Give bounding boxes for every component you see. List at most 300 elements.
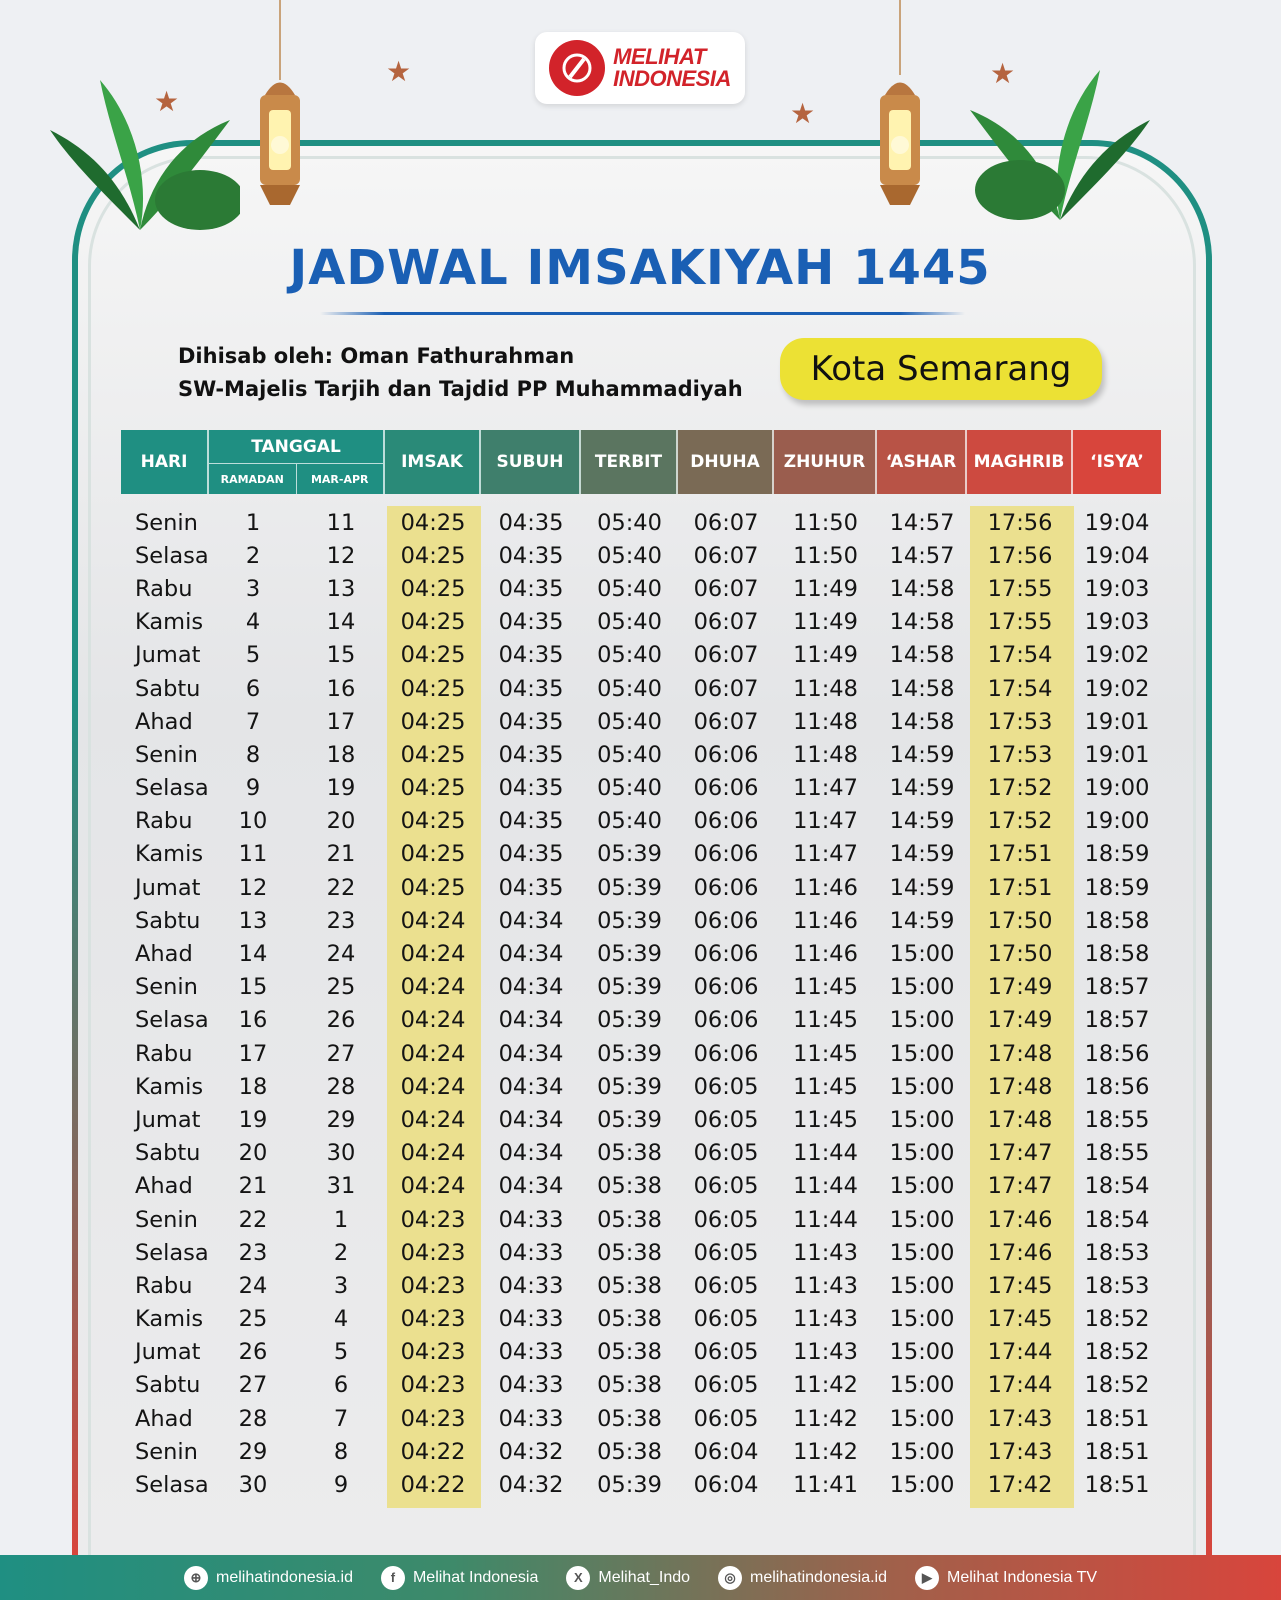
footer-link[interactable] (184, 1566, 353, 1590)
cell-subuh: 04:33 (498, 1272, 564, 1299)
cell-terbit: 05:38 (597, 1372, 662, 1399)
table-row (121, 539, 1161, 572)
cell-ram: 19 (238, 1106, 268, 1133)
cell-maghrib: 17:56 (987, 509, 1053, 536)
cell-imsak: 04:25 (400, 675, 466, 702)
cell-terbit: 05:40 (597, 708, 662, 735)
cell-ashar: 15:00 (889, 1372, 955, 1399)
cell-isya: 18:52 (1084, 1306, 1150, 1333)
schedule-table (121, 430, 1161, 1502)
footer-link[interactable] (915, 1566, 1097, 1590)
cell-maghrib: 17:46 (987, 1239, 1053, 1266)
header-subuh: SUBUH (481, 430, 581, 494)
cell-isya: 18:53 (1084, 1239, 1150, 1266)
cell-maghrib: 17:47 (987, 1173, 1053, 1200)
cell-maghrib: 17:52 (987, 775, 1053, 802)
cell-ashar: 15:00 (889, 1472, 955, 1499)
cell-maghrib: 17:45 (987, 1272, 1053, 1299)
cell-dhuha: 06:07 (693, 509, 759, 536)
cell-mar: 16 (326, 675, 356, 702)
cell-isya: 18:55 (1084, 1106, 1150, 1133)
cell-zhuhur: 11:45 (793, 1040, 858, 1067)
cell-ram: 2 (245, 542, 261, 569)
cell-mar: 8 (333, 1438, 349, 1465)
cell-imsak: 04:25 (400, 542, 466, 569)
table-row (121, 1203, 1161, 1236)
city-badge: Kota Semarang (780, 338, 1102, 400)
cell-imsak: 04:23 (400, 1206, 466, 1233)
cell-ram: 29 (238, 1438, 268, 1465)
cell-maghrib: 17:45 (987, 1306, 1053, 1333)
table-row (121, 871, 1161, 904)
cell-terbit: 05:39 (597, 1106, 662, 1133)
cell-subuh: 04:33 (498, 1206, 564, 1233)
cell-ashar: 14:57 (889, 542, 955, 569)
cell-imsak: 04:24 (400, 1007, 466, 1034)
cell-isya: 19:00 (1084, 808, 1150, 835)
cell-maghrib: 17:44 (987, 1372, 1053, 1399)
cell-ram: 21 (238, 1173, 268, 1200)
title-underline (320, 312, 965, 315)
brand-logo-text: MELIHAT INDONESIA (613, 44, 731, 91)
cell-maghrib: 17:48 (987, 1073, 1053, 1100)
cell-hari: Sabtu (135, 1140, 201, 1167)
cell-terbit: 05:40 (597, 509, 662, 536)
cell-maghrib: 17:52 (987, 808, 1053, 835)
cell-imsak: 04:23 (400, 1306, 466, 1333)
cell-hari: Sabtu (135, 675, 201, 702)
cell-ram: 1 (245, 509, 261, 536)
cell-dhuha: 06:06 (693, 874, 759, 901)
cell-maghrib: 17:49 (987, 974, 1053, 1001)
cell-imsak: 04:24 (400, 1173, 466, 1200)
cell-ram: 6 (245, 675, 261, 702)
cell-zhuhur: 11:47 (793, 841, 858, 868)
table-row (121, 838, 1161, 871)
table-row (121, 1037, 1161, 1070)
cell-hari: Jumat (135, 1339, 201, 1366)
cell-mar: 28 (326, 1073, 356, 1100)
cell-mar: 25 (326, 974, 356, 1001)
cell-isya: 18:52 (1084, 1339, 1150, 1366)
cell-terbit: 05:39 (597, 907, 662, 934)
cell-imsak: 04:23 (400, 1372, 466, 1399)
table-row (121, 1170, 1161, 1203)
table-header (121, 430, 1161, 494)
table-row (121, 1435, 1161, 1468)
cell-isya: 18:54 (1084, 1173, 1150, 1200)
cell-subuh: 04:35 (498, 609, 564, 636)
cell-dhuha: 06:06 (693, 841, 759, 868)
cell-terbit: 05:39 (597, 941, 662, 968)
cell-maghrib: 17:54 (987, 642, 1053, 669)
cell-mar: 18 (326, 741, 356, 768)
cell-terbit: 05:39 (597, 1472, 662, 1499)
cell-isya: 19:03 (1084, 609, 1150, 636)
cell-subuh: 04:35 (498, 509, 564, 536)
page-title: JADWAL IMSAKIYAH 1445 (289, 240, 991, 296)
cell-subuh: 04:35 (498, 841, 564, 868)
cell-ashar: 14:57 (889, 509, 955, 536)
frame-left-edge (72, 700, 78, 1560)
cell-zhuhur: 11:46 (793, 907, 858, 934)
credit-line-2: SW-Majelis Tarjih dan Tajdid PP Muhammadiyah (178, 377, 743, 401)
cell-ram: 14 (238, 941, 268, 968)
cell-dhuha: 06:06 (693, 1007, 759, 1034)
cell-isya: 19:01 (1084, 741, 1150, 768)
cell-maghrib: 17:43 (987, 1405, 1053, 1432)
table-row (121, 705, 1161, 738)
cell-subuh: 04:34 (498, 1073, 564, 1100)
cell-isya: 19:02 (1084, 642, 1150, 669)
cell-hari: Jumat (135, 642, 201, 669)
cell-zhuhur: 11:42 (793, 1405, 858, 1432)
palm-leaf-left-decoration (40, 70, 240, 240)
cell-isya: 18:58 (1084, 941, 1150, 968)
cell-dhuha: 06:05 (693, 1272, 759, 1299)
cell-subuh: 04:32 (498, 1472, 564, 1499)
cell-mar: 1 (333, 1206, 349, 1233)
cell-subuh: 04:34 (498, 941, 564, 968)
cell-ram: 27 (238, 1372, 268, 1399)
cell-terbit: 05:40 (597, 808, 662, 835)
cell-dhuha: 06:07 (693, 575, 759, 602)
star-icon: ★ (386, 56, 412, 87)
cell-imsak: 04:25 (400, 741, 466, 768)
cell-mar: 21 (326, 841, 356, 868)
cell-dhuha: 06:05 (693, 1140, 759, 1167)
cell-isya: 18:51 (1084, 1405, 1150, 1432)
cell-zhuhur: 11:47 (793, 808, 858, 835)
cell-terbit: 05:39 (597, 1073, 662, 1100)
cell-mar: 30 (326, 1140, 356, 1167)
cell-terbit: 05:38 (597, 1438, 662, 1465)
star-icon: ★ (790, 98, 816, 129)
cell-terbit: 05:38 (597, 1173, 662, 1200)
cell-ashar: 15:00 (889, 1173, 955, 1200)
cell-maghrib: 17:51 (987, 874, 1053, 901)
cell-isya: 18:51 (1084, 1472, 1150, 1499)
cell-isya: 18:57 (1084, 974, 1150, 1001)
cell-ashar: 14:59 (889, 841, 955, 868)
cell-dhuha: 06:07 (693, 542, 759, 569)
footer-link[interactable] (381, 1566, 538, 1590)
header-mar-apr: MAR-APR (310, 472, 369, 486)
cell-terbit: 05:38 (597, 1306, 662, 1333)
cell-maghrib: 17:42 (987, 1472, 1053, 1499)
cell-terbit: 05:40 (597, 575, 662, 602)
cell-zhuhur: 11:50 (793, 509, 858, 536)
header-hari: HARI (121, 430, 209, 494)
cell-subuh: 04:35 (498, 575, 564, 602)
cell-terbit: 05:38 (597, 1405, 662, 1432)
cell-subuh: 04:34 (498, 974, 564, 1001)
cell-zhuhur: 11:43 (793, 1239, 858, 1266)
footer-link-label: Melihat Indonesia (412, 1568, 539, 1586)
cell-dhuha: 06:07 (693, 675, 759, 702)
credit-line-1: Dihisab oleh: Oman Fathurahman (178, 344, 575, 368)
header-dhuha: DHUHA (678, 430, 774, 494)
cell-ashar: 15:00 (889, 1007, 955, 1034)
table-row (121, 1402, 1161, 1435)
cell-hari: Rabu (135, 808, 193, 835)
cell-ashar: 15:00 (889, 1106, 955, 1133)
cell-zhuhur: 11:42 (793, 1438, 858, 1465)
cell-imsak: 04:25 (400, 775, 466, 802)
cell-subuh: 04:33 (498, 1372, 564, 1399)
cell-dhuha: 06:05 (693, 1306, 759, 1333)
cell-imsak: 04:23 (400, 1272, 466, 1299)
cell-ram: 10 (238, 808, 268, 835)
cell-zhuhur: 11:45 (793, 1007, 858, 1034)
cell-ashar: 15:00 (889, 1239, 955, 1266)
cell-ram: 18 (238, 1073, 268, 1100)
cell-terbit: 05:38 (597, 1140, 662, 1167)
table-row (121, 1004, 1161, 1037)
cell-ashar: 14:58 (889, 675, 955, 702)
cell-isya: 18:56 (1084, 1073, 1150, 1100)
cell-ashar: 15:00 (889, 1306, 955, 1333)
cell-mar: 2 (333, 1239, 349, 1266)
cell-isya: 18:59 (1084, 874, 1150, 901)
credit-text (178, 340, 743, 406)
cell-hari: Ahad (135, 941, 193, 968)
cell-zhuhur: 11:49 (793, 609, 858, 636)
cell-maghrib: 17:55 (987, 575, 1053, 602)
cell-ram: 13 (238, 907, 268, 934)
cell-terbit: 05:39 (597, 974, 662, 1001)
youtube-icon: ▶ (915, 1566, 939, 1590)
cell-imsak: 04:24 (400, 941, 466, 968)
footer-link[interactable] (566, 1566, 690, 1590)
cell-maghrib: 17:50 (987, 941, 1053, 968)
cell-subuh: 04:32 (498, 1438, 564, 1465)
cell-ram: 15 (238, 974, 268, 1001)
table-row (121, 639, 1161, 672)
cell-maghrib: 17:46 (987, 1206, 1053, 1233)
cell-ram: 26 (238, 1339, 268, 1366)
table-row (121, 1236, 1161, 1269)
cell-terbit: 05:38 (597, 1272, 662, 1299)
cell-subuh: 04:35 (498, 542, 564, 569)
cell-isya: 19:01 (1084, 708, 1150, 735)
cell-isya: 18:56 (1084, 1040, 1150, 1067)
cell-ashar: 15:00 (889, 1040, 955, 1067)
cell-dhuha: 06:06 (693, 775, 759, 802)
cell-terbit: 05:40 (597, 675, 662, 702)
cell-ashar: 15:00 (889, 1140, 955, 1167)
cell-isya: 18:59 (1084, 841, 1150, 868)
cell-mar: 24 (326, 941, 356, 968)
cell-mar: 27 (326, 1040, 356, 1067)
cell-zhuhur: 11:45 (793, 1073, 858, 1100)
header-maghrib: MAGHRIB (967, 430, 1073, 494)
cell-ashar: 14:59 (889, 775, 955, 802)
cell-mar: 3 (333, 1272, 349, 1299)
cell-isya: 18:57 (1084, 1007, 1150, 1034)
cell-imsak: 04:25 (400, 808, 466, 835)
cell-mar: 17 (326, 708, 356, 735)
header-tanggal-label: TANGGAL (209, 430, 383, 464)
cell-imsak: 04:25 (400, 609, 466, 636)
cell-imsak: 04:25 (400, 708, 466, 735)
cell-maghrib: 17:53 (987, 741, 1053, 768)
cell-hari: Selasa (135, 775, 209, 802)
cell-ashar: 14:58 (889, 575, 955, 602)
table-row (121, 1336, 1161, 1369)
cell-isya: 19:00 (1084, 775, 1150, 802)
cell-isya: 18:58 (1084, 907, 1150, 934)
header-ramadan: RAMADAN (209, 464, 297, 494)
cell-ram: 12 (238, 874, 268, 901)
cell-dhuha: 06:05 (693, 1073, 759, 1100)
cell-zhuhur: 11:44 (793, 1206, 858, 1233)
cell-dhuha: 06:06 (693, 974, 759, 1001)
cell-imsak: 04:24 (400, 1106, 466, 1133)
cell-ram: 25 (238, 1306, 268, 1333)
cell-dhuha: 06:07 (693, 708, 759, 735)
cell-zhuhur: 11:44 (793, 1140, 858, 1167)
cell-ram: 5 (245, 642, 261, 669)
cell-isya: 19:04 (1084, 509, 1150, 536)
cell-hari: Kamis (135, 841, 204, 868)
lantern-right-icon (865, 0, 935, 220)
cell-zhuhur: 11:49 (793, 575, 858, 602)
cell-imsak: 04:25 (400, 575, 466, 602)
cell-subuh: 04:34 (498, 1040, 564, 1067)
table-row (121, 572, 1161, 605)
table-row (121, 1303, 1161, 1336)
cell-subuh: 04:34 (498, 1173, 564, 1200)
cell-ashar: 14:59 (889, 874, 955, 901)
header-ashar: ‘ASHAR (877, 430, 967, 494)
cell-hari: Senin (135, 741, 198, 768)
cell-ashar: 14:58 (889, 642, 955, 669)
cell-ram: 24 (238, 1272, 268, 1299)
cell-dhuha: 06:05 (693, 1239, 759, 1266)
cell-ram: 11 (238, 841, 268, 868)
cell-ashar: 15:00 (889, 1206, 955, 1233)
cell-subuh: 04:34 (498, 1106, 564, 1133)
cell-zhuhur: 11:46 (793, 874, 858, 901)
cell-ashar: 15:00 (889, 1405, 955, 1432)
cell-dhuha: 06:04 (693, 1472, 759, 1499)
header-terbit: TERBIT (581, 430, 678, 494)
header-imsak: IMSAK (385, 430, 481, 494)
cell-ram: 30 (238, 1472, 268, 1499)
cell-ashar: 15:00 (889, 1438, 955, 1465)
cell-subuh: 04:33 (498, 1339, 564, 1366)
cell-mar: 20 (326, 808, 356, 835)
cell-mar: 4 (333, 1306, 349, 1333)
cell-isya: 19:03 (1084, 575, 1150, 602)
footer-link-label: Melihat_Indo (598, 1568, 691, 1586)
cell-ram: 17 (238, 1040, 268, 1067)
cell-mar: 13 (326, 575, 356, 602)
cell-hari: Senin (135, 1438, 198, 1465)
cell-subuh: 04:34 (498, 907, 564, 934)
brand-logo[interactable] (535, 32, 745, 104)
cell-hari: Rabu (135, 1272, 193, 1299)
cell-imsak: 04:25 (400, 509, 466, 536)
cell-dhuha: 06:06 (693, 907, 759, 934)
table-row (121, 506, 1161, 539)
cell-zhuhur: 11:48 (793, 708, 858, 735)
cell-terbit: 05:40 (597, 775, 662, 802)
cell-mar: 7 (333, 1405, 349, 1432)
cell-mar: 29 (326, 1106, 356, 1133)
cell-maghrib: 17:49 (987, 1007, 1053, 1034)
cell-imsak: 04:24 (400, 1140, 466, 1167)
cell-zhuhur: 11:48 (793, 675, 858, 702)
cell-ashar: 15:00 (889, 974, 955, 1001)
cell-ashar: 15:00 (889, 1339, 955, 1366)
cell-mar: 26 (326, 1007, 356, 1034)
cell-mar: 9 (333, 1472, 349, 1499)
cell-ram: 20 (238, 1140, 268, 1167)
cell-ram: 23 (238, 1239, 268, 1266)
cell-ram: 16 (238, 1007, 268, 1034)
cell-imsak: 04:23 (400, 1239, 466, 1266)
cell-dhuha: 06:06 (693, 808, 759, 835)
cell-hari: Ahad (135, 1405, 193, 1432)
cell-imsak: 04:25 (400, 874, 466, 901)
cell-zhuhur: 11:47 (793, 775, 858, 802)
cell-mar: 19 (326, 775, 356, 802)
cell-maghrib: 17:53 (987, 708, 1053, 735)
cell-terbit: 05:40 (597, 642, 662, 669)
cell-zhuhur: 11:48 (793, 741, 858, 768)
cell-subuh: 04:33 (498, 1405, 564, 1432)
social-footer (0, 1555, 1281, 1600)
cell-ram: 22 (238, 1206, 268, 1233)
cell-mar: 14 (326, 609, 356, 636)
footer-link[interactable] (718, 1566, 887, 1590)
cell-maghrib: 17:43 (987, 1438, 1053, 1465)
cell-zhuhur: 11:45 (793, 974, 858, 1001)
table-row (121, 1269, 1161, 1302)
cell-ashar: 15:00 (889, 1272, 955, 1299)
cell-imsak: 04:24 (400, 1073, 466, 1100)
cell-mar: 22 (326, 874, 356, 901)
table-row (121, 672, 1161, 705)
cell-hari: Rabu (135, 575, 193, 602)
cell-mar: 31 (326, 1173, 356, 1200)
cell-maghrib: 17:55 (987, 609, 1053, 636)
cell-maghrib: 17:44 (987, 1339, 1053, 1366)
cell-mar: 5 (333, 1339, 349, 1366)
cell-mar: 15 (326, 642, 356, 669)
cell-hari: Kamis (135, 609, 204, 636)
cell-dhuha: 06:05 (693, 1106, 759, 1133)
table-row (121, 1103, 1161, 1136)
cell-dhuha: 06:07 (693, 609, 759, 636)
cell-dhuha: 06:05 (693, 1206, 759, 1233)
cell-zhuhur: 11:43 (793, 1272, 858, 1299)
cell-terbit: 05:39 (597, 1007, 662, 1034)
cell-zhuhur: 11:45 (793, 1106, 858, 1133)
cell-ashar: 14:58 (889, 708, 955, 735)
table-row (121, 805, 1161, 838)
table-row (121, 772, 1161, 805)
facebook-icon: f (381, 1566, 405, 1590)
cell-isya: 18:53 (1084, 1272, 1150, 1299)
cell-terbit: 05:38 (597, 1239, 662, 1266)
cell-imsak: 04:22 (400, 1472, 466, 1499)
cell-hari: Jumat (135, 1106, 201, 1133)
footer-link-label: melihatindonesia.id (215, 1568, 353, 1586)
cell-hari: Jumat (135, 874, 201, 901)
